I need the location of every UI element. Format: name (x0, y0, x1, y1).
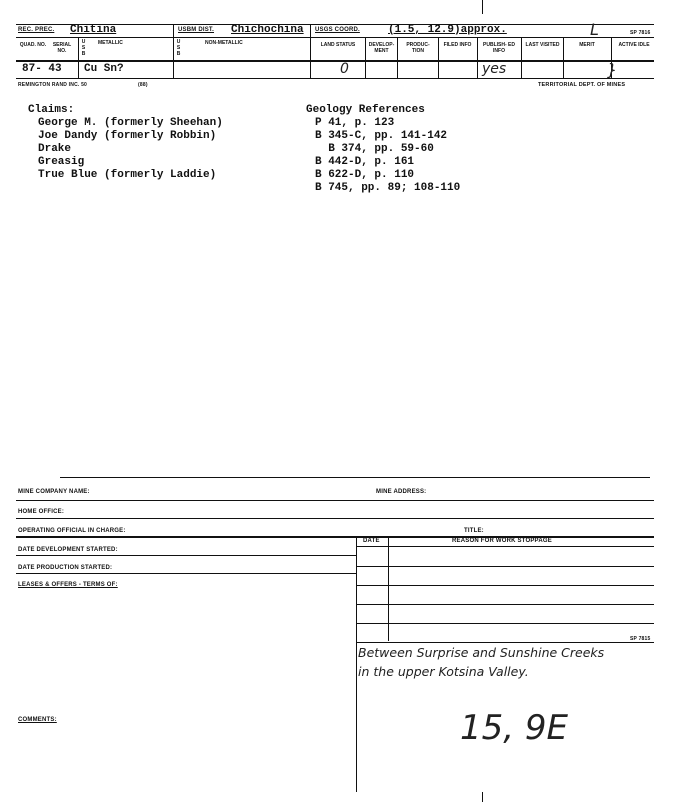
col-production: PRODUC- TION (406, 42, 430, 54)
handwritten-note-line2: in the upper Kotsina Valley. (358, 664, 529, 679)
handwritten-note-line1: Between Surprise and Sunshine Creeks (358, 645, 605, 660)
leases-label: LEASES & OFFERS - TERMS OF: (18, 582, 118, 588)
claims-list (38, 117, 223, 182)
col-metallic-prefix: U S B (81, 39, 86, 57)
col-nonmetallic-prefix: U S B (176, 39, 181, 57)
geology-ref: B 374, pp. 59-60 (315, 143, 434, 155)
claim-item: Drake (38, 143, 72, 155)
col-filed-info: FILED INFO (443, 42, 472, 48)
mine-address-label: MINE ADDRESS: (376, 489, 427, 495)
quad-serial-value: 87- 43 (22, 63, 62, 75)
geology-ref: B 622-D, p. 110 (315, 169, 415, 181)
col-serial-no: SERIAL NO. (52, 42, 72, 54)
claim-item: Greasig (38, 156, 85, 168)
published-info-value: yes (482, 61, 507, 77)
col-metallic: METALLIC (98, 40, 123, 46)
col-nonmetallic: NON-METALLIC (205, 40, 243, 46)
printer-code: (88) (138, 82, 148, 88)
col-last-visited: LAST VISITED (525, 42, 560, 48)
date-dev-started-label: DATE DEVELOPMENT STARTED: (18, 547, 118, 553)
claim-item: True Blue (formerly Laddie) (38, 169, 217, 181)
usbm-dist-value: Chichochina (231, 24, 304, 36)
form-number-top: SP 7816 (630, 30, 651, 36)
claim-item: Joe Dandy (formerly Robbin) (38, 130, 217, 142)
territorial-dept: TERRITORIAL DEPT. OF MINES (538, 82, 626, 88)
land-status-value: 0 (340, 61, 349, 77)
col-land-status: LAND STATUS (320, 42, 356, 48)
reason-label: REASON FOR WORK STOPPAGE (452, 538, 552, 544)
form-number-bottom: SP 7815 (630, 636, 651, 642)
usgs-coord-value: (1.5, 12.9)approx. (388, 24, 507, 36)
active-idle-value: } (607, 60, 618, 79)
title-label: TITLE: (464, 528, 484, 534)
geology-ref: B 345-C, pp. 141-142 (315, 130, 448, 142)
handwritten-location-code: 15, 9E (460, 708, 568, 748)
geology-list (315, 117, 460, 195)
col-merit: MERIT (579, 42, 595, 48)
home-office-label: HOME OFFICE: (18, 509, 65, 515)
metallic-value: Cu Sn? (84, 63, 124, 75)
geology-ref: P 41, p. 123 (315, 117, 395, 129)
col-development: DEVELOP- MENT (368, 42, 395, 54)
col-published-info: PUBLISH- ED INFO (483, 42, 515, 54)
claim-item: George M. (formerly Sheehan) (38, 117, 223, 129)
comments-label: COMMENTS: (18, 717, 57, 723)
rec-prec-value: Chitina (70, 24, 117, 36)
geology-title: Geology References (306, 104, 425, 116)
geology-ref: B 745, pp. 89; 108-110 (315, 182, 461, 194)
printer-imprint: REMINGTON RAND INC. 50 (18, 82, 88, 88)
col-quad-no: QUAD. NO. (19, 42, 47, 48)
date-label: DATE (363, 538, 380, 544)
usgs-coord-label: USGS COORD. (315, 27, 360, 33)
usbm-dist-label: USBM DIST. (178, 27, 215, 33)
rec-prec-label: REC. PREC. (18, 27, 55, 33)
date-prod-started-label: DATE PRODUCTION STARTED: (18, 565, 113, 571)
geology-ref: B 442-D, p. 161 (315, 156, 415, 168)
col-active-idle: ACTIVE IDLE (618, 42, 650, 48)
mine-company-name-label: MINE COMPANY NAME: (18, 489, 90, 495)
operating-official-label: OPERATING OFFICIAL IN CHARGE: (18, 528, 126, 534)
corner-mark: L (590, 20, 599, 39)
claims-title: Claims: (28, 104, 75, 116)
